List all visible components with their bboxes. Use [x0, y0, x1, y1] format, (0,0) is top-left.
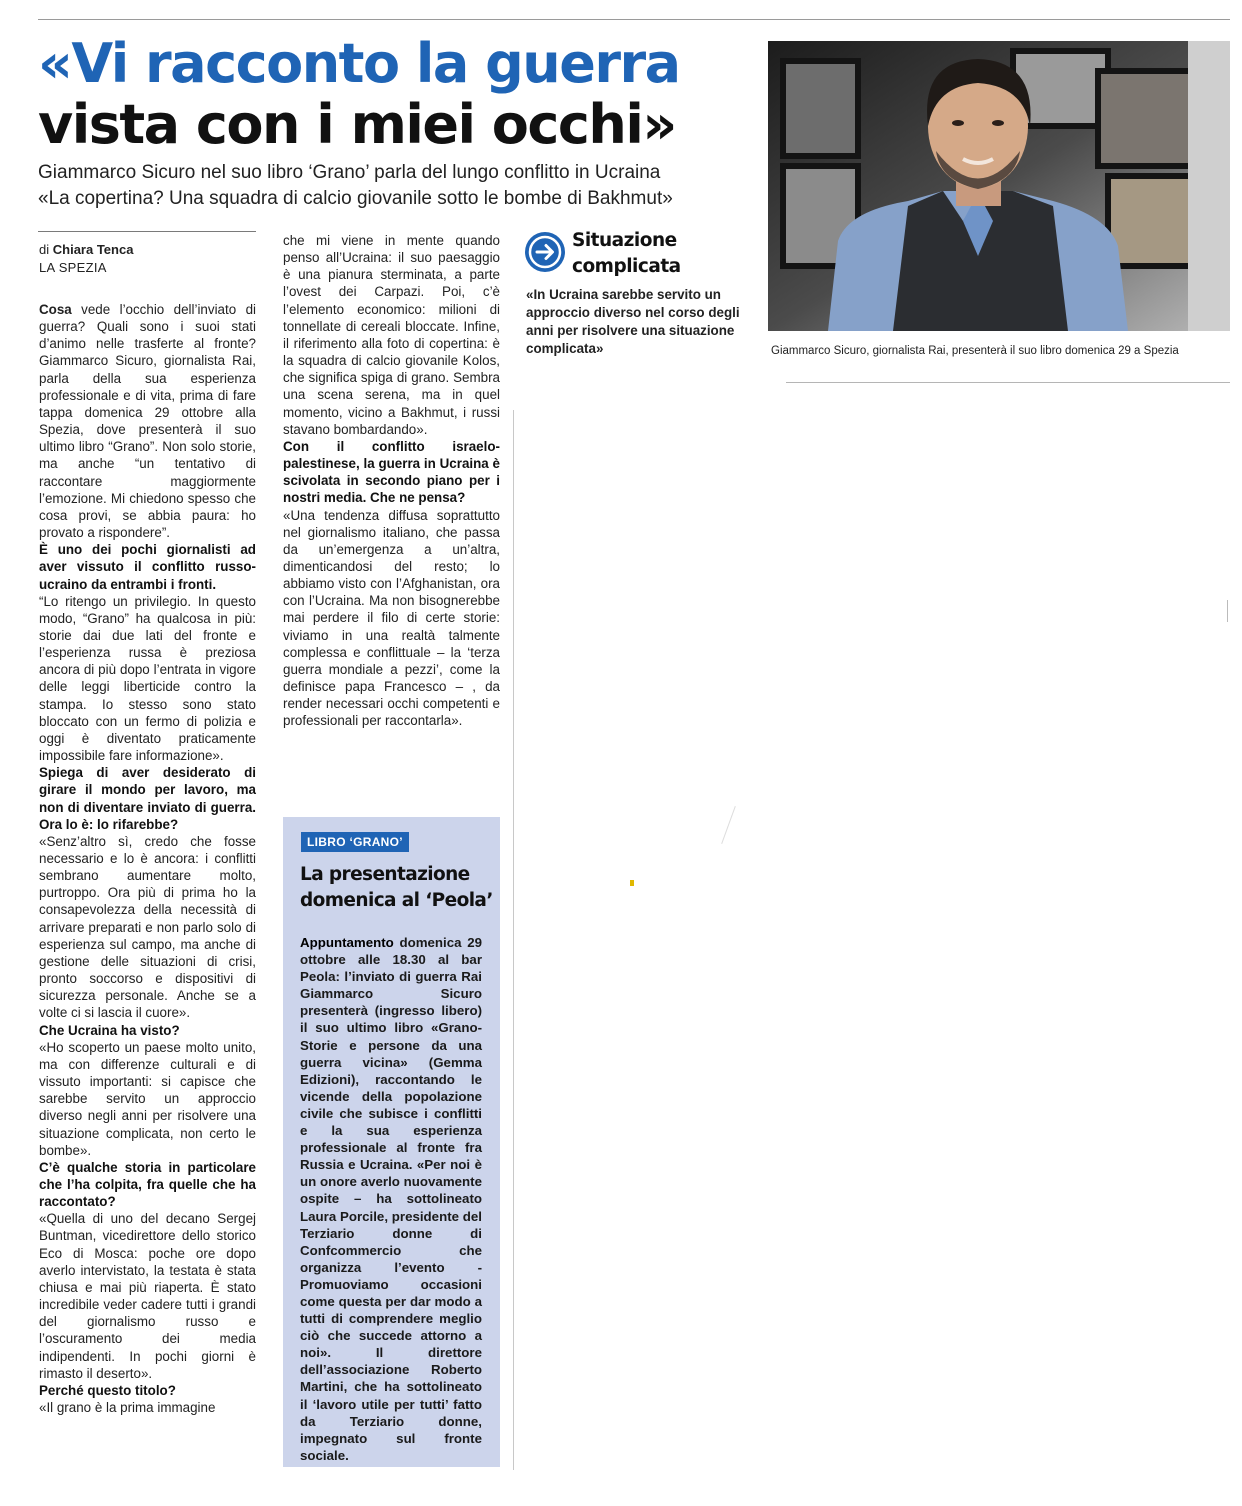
article-intro-text: vede l’occhio dell’inviato di guerra? Quali sono i suoi stati d’animo nelle trasferte al fronte? Giammarco Sicuro, giornalista Rai, parla della sua esperienza professionale e di vita, prima di fare tappa domenica 29 ottobre alla Spezia, dove presenterà il suo ultimo libro “Grano”. Non solo storie, ma anche “un tentativo di raccontare maggiormente l’emozione. Mi chiedono spesso che cosa provi, se abbia paura: ho provato a rispondere”.: [39, 302, 256, 541]
event-box-text: domenica 29 ottobre alle 18.30 al bar Peola: l’inviato di guerra Rai Giammarco Sicuro presenterà (ingresso libero) il suo ultimo libro «Grano-Storie e persone da una guerra vicina» (Gemma Edizioni), raccontando le vicende della popolazione civile che subisce i conflitti e la sua esperienza professionale al fronte fra Russia e Ucraina. «Per noi è un onore averlo nuovamente ospite – ha sottolineato Laura Porcile, presidente del Terziario donne di Confcommercio che organizza l’evento - Promuoviamo occasioni come questa per dar modo a tutti di comprendere meglio ciò che succede attorno a noi». Il direttore dell’associazione Roberto Martini, che ha sottolineato il ‘lavoro utile per tutti’ fatto da Terziario donne, impegnato sul fronte sociale.: [300, 935, 482, 1463]
sidebar-quote-title-line-2: complicata: [572, 256, 681, 277]
subtitle-line-1: Giammarco Sicuro nel suo libro ‘Grano’ parla del lungo conflitto in Ucraina: [38, 162, 661, 183]
sidebar-quote-title: [572, 228, 752, 280]
print-speck: [1227, 600, 1228, 622]
interview-answer: «Il grano è la prima immagine: [39, 1400, 216, 1415]
print-speck: [630, 880, 634, 886]
print-speck: [721, 806, 736, 844]
interview-answer: «Una tendenza diffusa soprattutto nel giornalismo italiano, che passa da un’emergenza a un’altra, dimenticandosi del resto; lo abbiamo visto con l’Afghanistan, ora con l’Ucraina. Ma non bisognerebbe mai perdere il filo di certe storie: viviamo in una realtà talmente complessa e conflittuale – la ‘terza guerra mondiale a pezzi’, come la definisce papa Francesco – , da render necessari occhi competenti e professionali per raccontarla».: [283, 507, 500, 729]
byline-author: Chiara Tenca: [52, 242, 134, 257]
headline: [38, 34, 758, 156]
sidebar-quote-title-line-1: Situazione: [572, 230, 677, 251]
subtitle-line-2: «La copertina? Una squadra di calcio giovanile sotto le bombe di Bakhmut»: [38, 188, 673, 209]
byline-divider: [38, 231, 256, 232]
interview-answer: “Lo ritengo un privilegio. In questo modo, “Grano” ha qualcosa in più: storie dai due lati del fronte e l’esperienza russa è preziosa ancora di più dopo l’entrata in vigore delle leggi liberticide contro la stampa. Io stesso sono stato bloccato con un fermo di polizia e oggi è diventato praticamente impossibile fare informazione».: [39, 593, 256, 764]
top-rule: [38, 19, 1230, 20]
interview-answer: «Quella di uno del decano Sergej Buntman, vicedirettore dello storico Eco di Mosca: poche ore dopo averlo intervistato, la testata è stata chiusa e mai più riaperta. È stato incredibile veder cadere tutti i grandi del giornalismo russo e l’oscuramento dei media indipendenti. In pochi giorni è rimasto il deserto».: [39, 1211, 256, 1381]
arrow-right-circle-icon: [525, 232, 565, 272]
interview-question: C’è qualche storia in particolare che l’ha colpita, fra quelle che ha raccontato?: [39, 1159, 256, 1210]
headline-line-1: «Vi racconto la guerra: [38, 32, 680, 95]
portrait-illustration: [768, 41, 1230, 331]
event-box-title-line-2: domenica al ‘Peola’: [300, 890, 493, 911]
byline-prefix: di: [39, 242, 50, 257]
interview-question: Con il conflitto israelo-palestinese, la guerra in Ucraina è scivolata in secondo piano per i nostri media. Che ne pensa?: [283, 438, 500, 506]
headline-line-2: vista con i miei occhi»: [38, 93, 676, 156]
caption-divider: [786, 382, 1230, 383]
interview-question: Spiega di aver desiderato di girare il mondo per lavoro, ma non di diventare inviato di guerra. Ora lo è: lo rifarebbe?: [39, 765, 256, 832]
subtitle: [38, 160, 768, 212]
event-box-title-line-1: La presentazione: [300, 864, 470, 885]
sidebar-quote-text: «In Ucraina sarebbe servito un approccio diverso nel corso degli anni per risolvere una situazione complicata»: [526, 287, 740, 356]
article-lead-word: Cosa: [39, 302, 72, 317]
column-divider: [513, 410, 514, 1470]
interview-answer: «Senz’altro sì, credo che fosse necessario e lo è ancora: i conflitti sembrano aumentare molto, purtroppo. Ora più di prima ho la consapevolezza della necessità di arrivare preparati e non parlo solo di esperienza sul campo, ma anche di gestione delle situazioni di crisi, pronto soccorso e dispositivi di sicurezza personale. Anche se a volte ci si lascia il cuore».: [39, 833, 256, 1021]
portrait-photo: [768, 41, 1230, 331]
event-box-tag: LIBRO ‘GRANO’: [301, 832, 409, 852]
interview-question: Perché questo titolo?: [39, 1382, 176, 1398]
article-column-2: [283, 232, 500, 730]
interview-question: È uno dei pochi giornalisti ad aver vissuto il conflitto russo-ucraino da entrambi i fronti.: [39, 542, 256, 592]
interview-answer: «Ho scoperto un paese molto unito, ma con differenze culturali e di vissuto importanti: si capisce che sarebbe servito un approccio diverso negli anni per risolvere una situazione complicata, non certo le bombe».: [39, 1039, 256, 1158]
article-paragraph: [39, 301, 256, 541]
event-box-lead: Appuntamento: [300, 935, 394, 950]
photo-caption: Giammarco Sicuro, giornalista Rai, presenterà il suo libro domenica 29 a Spezia: [771, 345, 1179, 357]
byline: [39, 241, 133, 277]
interview-question: Che Ucraina ha visto?: [39, 1022, 180, 1038]
interview-answer: che mi viene in mente quando penso all’Ucraina: il suo paesaggio è una pianura sterminata, a parte l’ovest dei Carpazi. Poi, c’è l’elemento economico: milioni di tonnellate di cereali bloccate. Infine, il riferimento alla foto di copertina: è la squadra di calcio giovanile Kolos, che significa spiga di grano. Sembra una scena serena, ma in quel momento, vicino a Bakhmut, i russi stavano bombardando».: [283, 233, 500, 437]
article-column-1: [39, 301, 256, 1416]
event-box-body: [300, 934, 482, 1464]
byline-place: LA SPEZIA: [39, 260, 107, 275]
event-box-title: [300, 862, 495, 914]
